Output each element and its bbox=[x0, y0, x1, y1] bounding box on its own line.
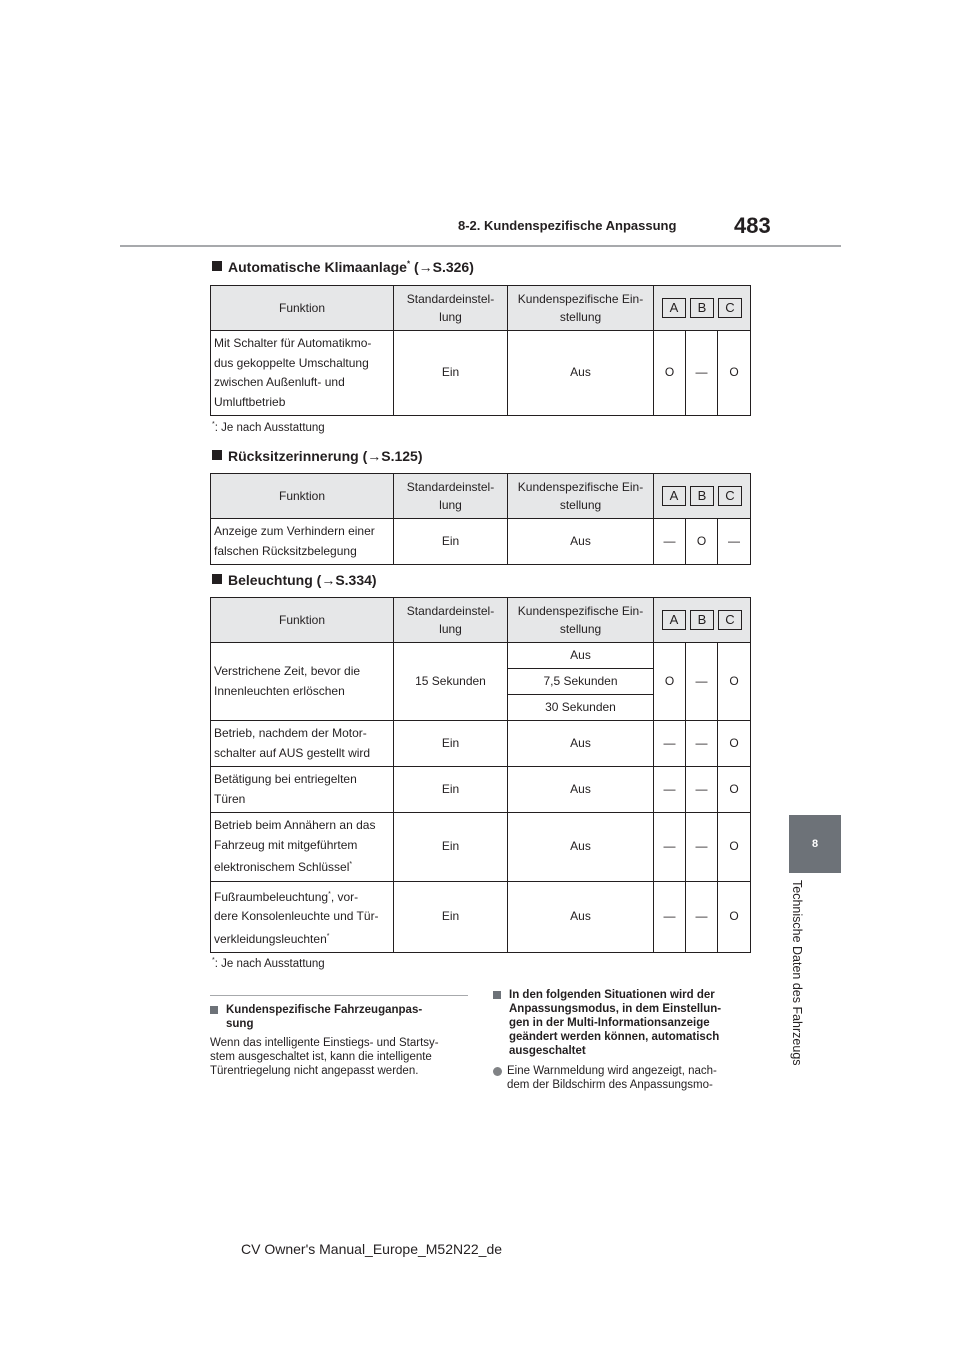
note-right bbox=[493, 988, 753, 1092]
table-cell-c: O bbox=[718, 813, 751, 882]
note-right-bullet: Eine Warnmeldung wird angezeigt, nach- dem der Bildschirm des Anpassungsmo- bbox=[493, 1064, 753, 1092]
table-cell-custom: Aus bbox=[508, 813, 654, 882]
model-c-label: C bbox=[718, 298, 742, 318]
table-cell-a: — bbox=[654, 881, 686, 953]
table-cell-c: O bbox=[718, 643, 751, 721]
header-models bbox=[654, 474, 751, 519]
table-cell-custom: Aus bbox=[508, 519, 654, 565]
table-cell-default: Ein bbox=[394, 813, 508, 882]
table-cell-default: Ein bbox=[394, 721, 508, 767]
model-b-label: B bbox=[690, 610, 714, 630]
header-custom: Kundenspezifische Ein- stellung bbox=[508, 286, 654, 331]
model-a-label: A bbox=[662, 298, 686, 318]
table-cell-function: Mit Schalter für Automatikmo- dus gekoppelte Umschaltung zwischen Außenluft- und Umluftbetrieb bbox=[211, 331, 394, 416]
table-cell-default: Ein bbox=[394, 881, 508, 953]
header-function: Funktion bbox=[211, 286, 394, 331]
square-bullet-icon bbox=[210, 1006, 218, 1014]
table-cell-custom: Aus bbox=[508, 881, 654, 953]
table-cell-b: — bbox=[686, 813, 718, 882]
table-cell-a: O bbox=[654, 643, 686, 721]
table-cell-custom: Aus bbox=[508, 721, 654, 767]
table-cell-c: O bbox=[718, 767, 751, 813]
rear-seat-table bbox=[210, 473, 751, 565]
header-function: Funktion bbox=[211, 598, 394, 643]
table-cell-b: — bbox=[686, 721, 718, 767]
section-heading-lighting: Beleuchtung (→S.334) bbox=[212, 572, 377, 588]
chapter-tab: 8 bbox=[789, 815, 841, 873]
table-cell-c: O bbox=[718, 721, 751, 767]
table-cell-custom: 7,5 Sekunden bbox=[508, 669, 654, 695]
table-cell-custom: Aus bbox=[508, 767, 654, 813]
model-b-label: B bbox=[690, 298, 714, 318]
section-heading-rear-seat: Rücksitzerinnerung (→S.125) bbox=[212, 448, 423, 464]
chapter-title-text: Technische Daten des Fahrzeugs bbox=[790, 880, 804, 1066]
table-cell-b: — bbox=[686, 331, 718, 416]
table-cell-b: — bbox=[686, 881, 718, 953]
circle-bullet-icon bbox=[493, 1067, 502, 1076]
model-c-label: C bbox=[718, 610, 742, 630]
notes-divider bbox=[210, 995, 468, 996]
footnote-climate: *: Je nach Ausstattung bbox=[212, 421, 325, 434]
header-default: Standardeinstel- lung bbox=[394, 286, 508, 331]
climate-table bbox=[210, 285, 751, 416]
footnote-lighting: *: Je nach Ausstattung bbox=[212, 957, 325, 970]
table-cell-custom: Aus bbox=[508, 331, 654, 416]
model-b-label: B bbox=[690, 486, 714, 506]
model-a-label: A bbox=[662, 486, 686, 506]
note-left bbox=[210, 1003, 470, 1078]
header-custom: Kundenspezifische Ein- stellung bbox=[508, 474, 654, 519]
model-c-label: C bbox=[718, 486, 742, 506]
page-number: 483 bbox=[734, 213, 771, 238]
note-left-text: Wenn das intelligente Einstiegs- und Startsy- stem ausgeschaltet ist, kann die intelligente Türentriegelung nicht angepasst werden. bbox=[210, 1037, 439, 1077]
table-cell-function: Anzeige zum Verhindern einer falschen Rücksitzbelegung bbox=[211, 519, 394, 565]
header-rule bbox=[120, 245, 841, 247]
square-bullet-icon bbox=[212, 261, 222, 271]
header-default: Standardeinstel- lung bbox=[394, 598, 508, 643]
table-cell-custom: 30 Sekunden bbox=[508, 695, 654, 721]
table-cell-function: Verstrichene Zeit, bevor die Innenleuchten erlöschen bbox=[211, 643, 394, 721]
table-cell-function: Betätigung bei entriegelten Türen bbox=[211, 767, 394, 813]
table-cell-c: O bbox=[718, 331, 751, 416]
table-cell-b: O bbox=[686, 519, 718, 565]
table-cell-default: Ein bbox=[394, 767, 508, 813]
square-bullet-icon bbox=[493, 991, 501, 999]
chapter-title bbox=[780, 880, 808, 1095]
header-function: Funktion bbox=[211, 474, 394, 519]
table-cell-default: 15 Sekunden bbox=[394, 643, 508, 721]
square-bullet-icon bbox=[212, 450, 222, 460]
table-cell-a: — bbox=[654, 767, 686, 813]
table-cell-default: Ein bbox=[394, 519, 508, 565]
table-cell-function: Betrieb, nachdem der Motor- schalter auf AUS gestellt wird bbox=[211, 721, 394, 767]
table-cell-function: Betrieb beim Annähern an das Fahrzeug mit mitgeführtem elektronischem Schlüssel* bbox=[211, 813, 394, 882]
table-cell-default: Ein bbox=[394, 331, 508, 416]
table-cell-custom: Aus bbox=[508, 643, 654, 669]
table-cell-b: — bbox=[686, 643, 718, 721]
footer-text: CV Owner's Manual_Europe_M52N22_de bbox=[241, 1241, 503, 1257]
header-default: Standardeinstel- lung bbox=[394, 474, 508, 519]
header-models bbox=[654, 598, 751, 643]
section-heading-climate: Automatische Klimaanlage* (→S.326) bbox=[212, 259, 474, 275]
table-cell-a: O bbox=[654, 331, 686, 416]
table-cell-c: O bbox=[718, 881, 751, 953]
table-cell-function: Fußraumbeleuchtung*, vor- dere Konsolenleuchte und Tür- verkleidungsleuchten* bbox=[211, 881, 394, 953]
table-cell-a: — bbox=[654, 721, 686, 767]
header-custom: Kundenspezifische Ein- stellung bbox=[508, 598, 654, 643]
lighting-table bbox=[210, 597, 751, 953]
model-a-label: A bbox=[662, 610, 686, 630]
square-bullet-icon bbox=[212, 574, 222, 584]
section-title: 8-2. Kundenspezifische Anpassung bbox=[458, 218, 677, 233]
header-models bbox=[654, 286, 751, 331]
note-right-heading: In den folgenden Situationen wird der Anpassungsmodus, in dem Einstellun- gen in der Multi-Informationsanzeige geändert werden können, automatisch ausgeschaltet bbox=[493, 988, 753, 1058]
table-cell-a: — bbox=[654, 813, 686, 882]
note-left-heading: Kundenspezifische Fahrzeuganpas- sung bbox=[210, 1003, 470, 1031]
table-cell-b: — bbox=[686, 767, 718, 813]
table-cell-c: — bbox=[718, 519, 751, 565]
table-cell-a: — bbox=[654, 519, 686, 565]
